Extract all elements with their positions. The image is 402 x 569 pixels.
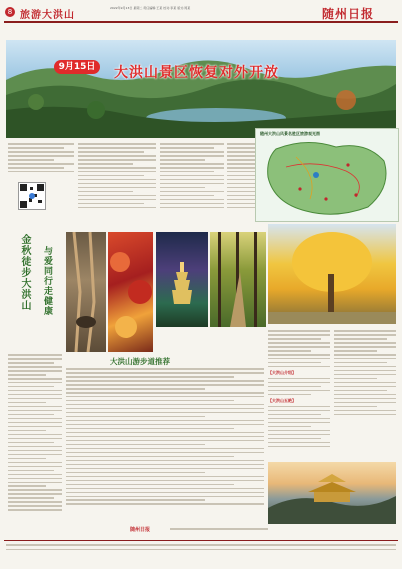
- paper-name: 随州日报: [322, 7, 375, 21]
- page-number-badge: 8: [5, 7, 15, 17]
- lower-right-center-text: [268, 330, 330, 450]
- lower-middle-text: [66, 368, 264, 507]
- side-headline: 金秋徒步大洪山: [19, 234, 30, 311]
- photo-pagoda-night: [156, 232, 208, 327]
- hero-headline: 大洪山景区恢复对外开放: [114, 65, 279, 81]
- article-column-2: [78, 143, 156, 211]
- lower-far-right-text: [334, 330, 396, 418]
- photo-forest-trail: [210, 232, 266, 327]
- feature-title: 大洪山游步道推荐: [110, 357, 170, 366]
- map-graphic: [256, 137, 398, 221]
- scenic-area-map: [255, 128, 399, 222]
- photo-mountain-temple: [268, 462, 396, 524]
- bottom-info-lines: [6, 544, 396, 550]
- side-headline-block: [14, 232, 64, 350]
- bottom-rule: [4, 540, 398, 541]
- sidebar-box2-title: 【大洪山五绝】: [268, 397, 296, 403]
- map-title: 随州大洪山风景名胜区旅游观光图: [260, 131, 320, 136]
- footer-strip: [130, 526, 270, 534]
- page-header: [0, 0, 402, 24]
- photo-cave: [66, 232, 106, 352]
- date-badge: 9月15日: [54, 60, 100, 74]
- hero-scenery: [6, 40, 396, 138]
- sidebar-box-title: 【大洪山介绍】: [268, 369, 296, 375]
- article-column-1: [8, 143, 74, 175]
- lower-left-text: [8, 354, 62, 513]
- side-subheadline: 与爱同行走健康: [42, 246, 52, 316]
- footer-logo: 随州日报: [130, 527, 151, 533]
- photo-red-foliage: [108, 232, 153, 352]
- photo-ginkgo-tree: [268, 224, 396, 324]
- hero-landscape-photo: [6, 40, 396, 138]
- section-title: 旅游大洪山: [20, 10, 75, 21]
- article-column-3: [160, 143, 224, 211]
- footer-note-lines: [170, 528, 268, 530]
- header-rule: [4, 21, 398, 23]
- header-info-line: 2022年9月13日 星期二 责任编辑:王某 校对:李某 版式:周某: [110, 6, 191, 10]
- qr-code-image: [18, 182, 46, 210]
